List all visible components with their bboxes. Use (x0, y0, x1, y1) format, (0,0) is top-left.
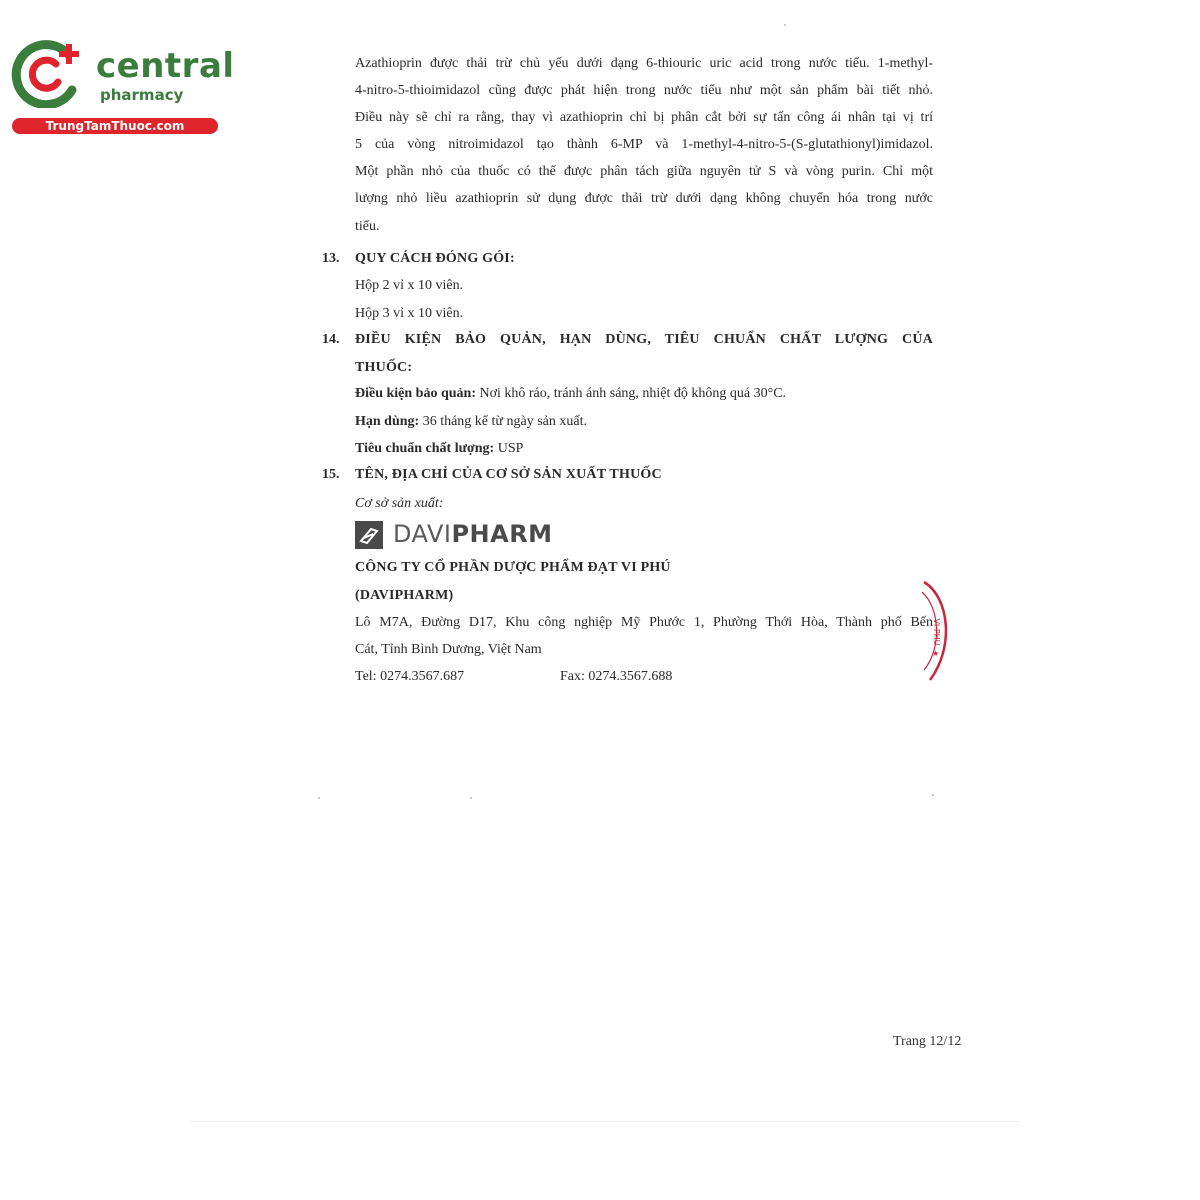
paragraph-line: 5 của vòng nitroimidazol tạo thành 6-MP và 1-methyl-4-nitro-5-(S-glutathionyl)imidazol. (355, 137, 933, 152)
company-seal-stamp (920, 578, 954, 682)
davipharm-logo-icon (355, 521, 383, 549)
scan-speck (470, 797, 472, 799)
storage-value: Nơi khô ráo, tránh ánh sáng, nhiệt độ không quá 30°C. (475, 386, 787, 401)
scan-speck (784, 24, 786, 26)
section-14-title-line1: ĐIỀU KIỆN BẢO QUẢN, HẠN DÙNG, TIÊU CHUẨN CHẤT LƯỢNG CỦA (355, 332, 933, 347)
paragraph-line: Azathioprin được thải trừ chủ yếu dưới dạng 6-thiouric uric acid trong nước tiểu. 1-methyl- (355, 56, 933, 71)
fax-number: Fax: 0274.3567.688 (560, 669, 673, 684)
shelf-life (355, 412, 933, 432)
logo-sub-text: pharmacy (100, 86, 184, 104)
page-number: Trang 12/12 (893, 1034, 962, 1049)
scan-speck (932, 794, 934, 796)
section-14-title-line2: THUỐC: (355, 360, 413, 375)
packaging-item: Hộp 3 vỉ x 10 viên. (355, 306, 464, 321)
section-15-title: TÊN, ĐỊA CHỈ CỦA CƠ SỞ SẢN XUẤT THUỐC (355, 467, 662, 482)
company-short-name: (DAVIPHARM) (355, 588, 454, 603)
paragraph-line: Điều này sẽ chỉ ra rằng, thay vì azathioprin chỉ bị phân cắt bởi sự tấn công ái nhân tại vị trí (355, 110, 933, 125)
pharmacy-cross-icon (10, 38, 90, 108)
paragraph-line: lượng nhỏ liều azathioprin sử dụng được thải trừ dưới dạng không chuyển hóa trong nước (355, 191, 933, 206)
section-14-number: 14. (322, 332, 340, 347)
section-13-number: 13. (322, 251, 340, 266)
manufacturer-label: Cơ sở sản xuất: (355, 496, 444, 511)
storage-condition (355, 384, 933, 404)
scan-speck (318, 797, 320, 799)
packaging-item: Hộp 2 vỉ x 10 viên. (355, 278, 464, 293)
paragraph-line: Một phần nhỏ của thuốc có thể được phân tách giữa nguyên tử S và vòng purin. Chỉ một (355, 164, 933, 179)
tel-number: Tel: 0274.3567.687 (355, 669, 465, 684)
company-name: CÔNG TY CỔ PHẦN DƯỢC PHẨM ĐẠT VI PHÚ (355, 560, 671, 575)
scan-line (190, 1121, 1020, 1122)
central-pharmacy-logo (10, 38, 235, 138)
paragraph-line: tiểu. (355, 219, 380, 234)
shelf-value: 36 tháng kể từ ngày sản xuất. (419, 414, 587, 429)
section-15-number: 15. (322, 467, 340, 482)
davipharm-logo-text: DAVIPHARM (393, 520, 553, 548)
standard-value: USP (494, 441, 524, 456)
address-line: Lô M7A, Đường D17, Khu công nghiệp Mỹ Phước 1, Phường Thới Hòa, Thành phố Bến (355, 615, 933, 630)
address-line: Cát, Tỉnh Bình Dương, Việt Nam (355, 642, 542, 657)
section-13-title: QUY CÁCH ĐÓNG GÓI: (355, 251, 515, 266)
quality-standard (355, 439, 933, 459)
shelf-label: Hạn dùng: (355, 414, 420, 429)
seal-text: VI PHÚ (932, 618, 941, 646)
paragraph-line: 4-nitro-5-thioimidazol cũng được phát hiện trong nước tiểu như một sản phẩm bài tiết nhỏ. (355, 83, 933, 98)
contact-line (355, 667, 933, 687)
standard-label: Tiêu chuẩn chất lượng: (355, 441, 495, 456)
davipharm-logo (355, 518, 585, 552)
logo-url-badge: TrungTamThuoc.com (12, 118, 218, 134)
svg-text:★: ★ (932, 649, 940, 658)
storage-label: Điều kiện bảo quản: (355, 386, 476, 401)
logo-brand-text: central (96, 46, 235, 86)
